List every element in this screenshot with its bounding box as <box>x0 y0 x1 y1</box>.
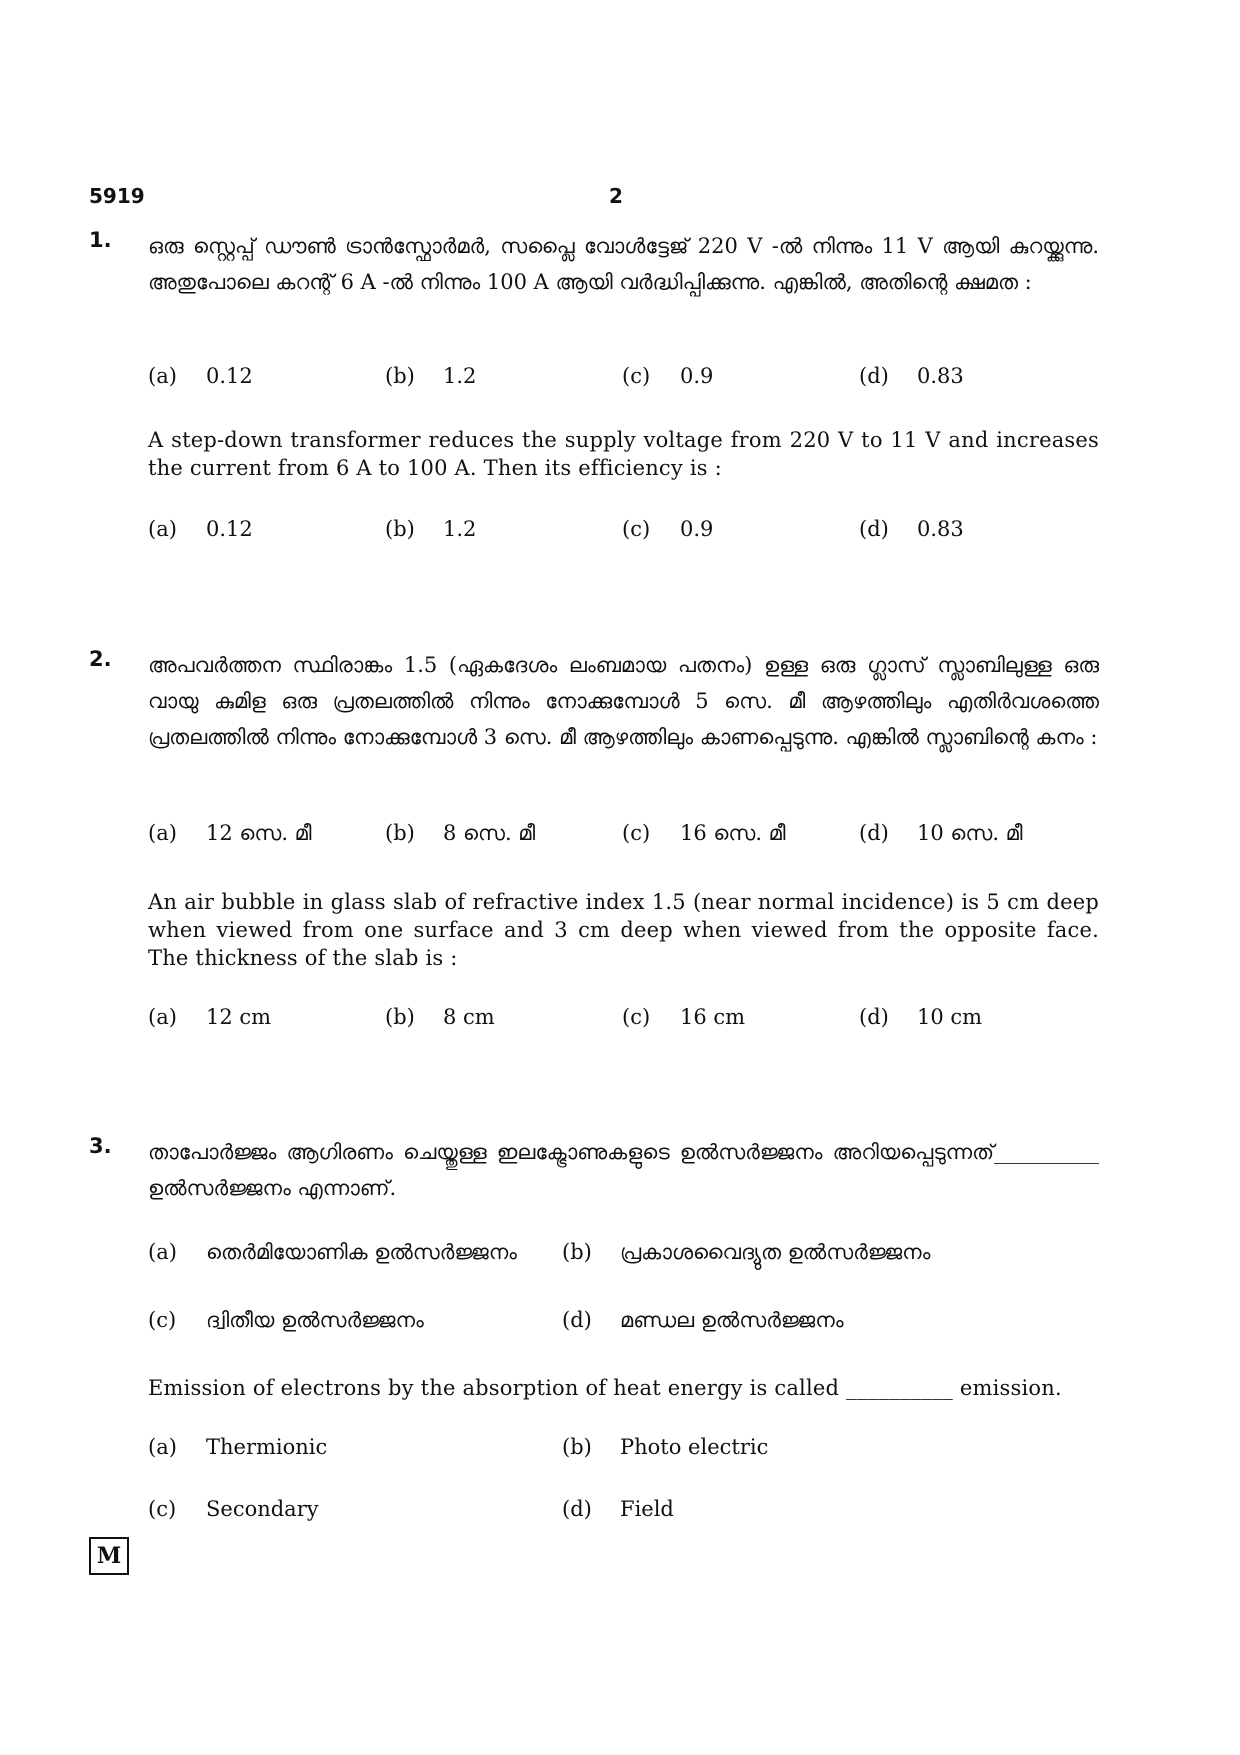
question-1 <box>89 228 1099 300</box>
option-c: (c) ദ്വിതീയ ഉൽസർജ്ജനം <box>148 1308 424 1332</box>
question-2 <box>89 647 1099 755</box>
option-a: (a) 12 സെ. മീ <box>148 821 312 845</box>
page-number: 2 <box>609 184 623 208</box>
paper-code: 5919 <box>89 184 145 208</box>
option-b: (b) 1.2 <box>385 364 477 388</box>
option-b: (b) Photo electric <box>562 1435 769 1459</box>
option-b: (b) 8 സെ. മീ <box>385 821 536 845</box>
option-a: (a) Thermionic <box>148 1435 328 1459</box>
option-b: (b) 8 cm <box>385 1005 495 1029</box>
option-d: (d) 0.83 <box>859 517 964 541</box>
question-text-english: A step-down transformer reduces the supply voltage from 220 V to 11 V and increases the current from 6 A to 100 A. Then its efficiency is : <box>148 428 1099 480</box>
options-malayalam-q3 <box>89 1240 1099 1338</box>
question-3 <box>89 1134 1099 1206</box>
question-3-english <box>89 1374 1099 1402</box>
option-a: (a) തെർമിയോണിക ഉൽസർജ്ജനം <box>148 1240 517 1264</box>
options-malayalam-q2 <box>89 821 1099 851</box>
option-a: (a) 0.12 <box>148 364 253 388</box>
question-text-malayalam: താപോർജ്ജം ആഗിരണം ചെയ്തുള്ള ഇലക്ട്രോണുകളുടെ ഉൽസർജ്ജനം അറിയപ്പെടുന്നത്__________ ഉൽസർജ്ജനം എന്നാണ്. <box>148 1140 1099 1200</box>
option-c: (c) Secondary <box>148 1497 319 1521</box>
options-english-q1 <box>89 517 1099 547</box>
option-d: (d) മണ്ഡല ഉൽസർജ്ജനം <box>562 1308 844 1332</box>
question-text-malayalam: അപവർത്തന സ്ഥിരാങ്കം 1.5 (ഏകദേശം ലംബമായ പതനം) ഉള്ള ഒരു ഗ്ലാസ് സ്ലാബിലുള്ള ഒരു വായു കുമിള ഒരു പ്രതലത്തിൽ നിന്നും നോക്കുമ്പോൾ 5 സെ. മീ ആഴത്തിലും എതിർവശത്തെ പ്രതലത്തിൽ നിന്നും നോക്കുമ്പോൾ 3 സെ. മീ ആഴത്തിലും കാണപ്പെടുന്നു. എങ്കിൽ സ്ലാബിന്റെ കനം : <box>148 653 1099 749</box>
option-c: (c) 16 cm <box>622 1005 746 1029</box>
option-a: (a) 0.12 <box>148 517 253 541</box>
option-c: (c) 0.9 <box>622 364 714 388</box>
option-d: (d) Field <box>562 1497 674 1521</box>
options-english-q3 <box>89 1435 1099 1527</box>
question-text-english: An air bubble in glass slab of refractive index 1.5 (near normal incidence) is 5 cm deep when viewed from one surface and 3 cm deep when viewed from the opposite face. The thickness of the slab is : <box>148 890 1099 970</box>
options-malayalam-q1 <box>89 364 1099 394</box>
option-d: (d) 0.83 <box>859 364 964 388</box>
question-text-malayalam: ഒരു സ്റ്റെപ്പ് ഡൗൺ ട്രാൻസ്ഫോർമർ, സപ്ലൈ വോൾട്ടേജ് 220 V -ൽ നിന്നും 11 V ആയി കുറയ്ക്കുന്നു. അതുപോലെ കറന്റ് 6 A -ൽ നിന്നും 100 A ആയി വർദ്ധിപ്പിക്കുന്നു. എങ്കിൽ, അതിന്റെ ക്ഷമത : <box>148 234 1099 294</box>
question-1-english <box>89 426 1099 482</box>
option-b: (b) പ്രകാശവൈദ്യുത ഉൽസർജ്ജനം <box>562 1240 931 1264</box>
options-english-q2 <box>89 1005 1099 1035</box>
option-d: (d) 10 cm <box>859 1005 983 1029</box>
question-number: 2. <box>89 647 112 671</box>
m-mark-box: M <box>89 1537 129 1575</box>
question-number: 1. <box>89 228 112 252</box>
question-text-english: Emission of electrons by the absorption of heat energy is called __________ emission. <box>148 1376 1062 1400</box>
option-c: (c) 0.9 <box>622 517 714 541</box>
page-header <box>89 184 1099 214</box>
question-2-english <box>89 888 1099 972</box>
option-d: (d) 10 സെ. മീ <box>859 821 1023 845</box>
question-number: 3. <box>89 1134 112 1158</box>
option-c: (c) 16 സെ. മീ <box>622 821 786 845</box>
option-a: (a) 12 cm <box>148 1005 272 1029</box>
option-b: (b) 1.2 <box>385 517 477 541</box>
